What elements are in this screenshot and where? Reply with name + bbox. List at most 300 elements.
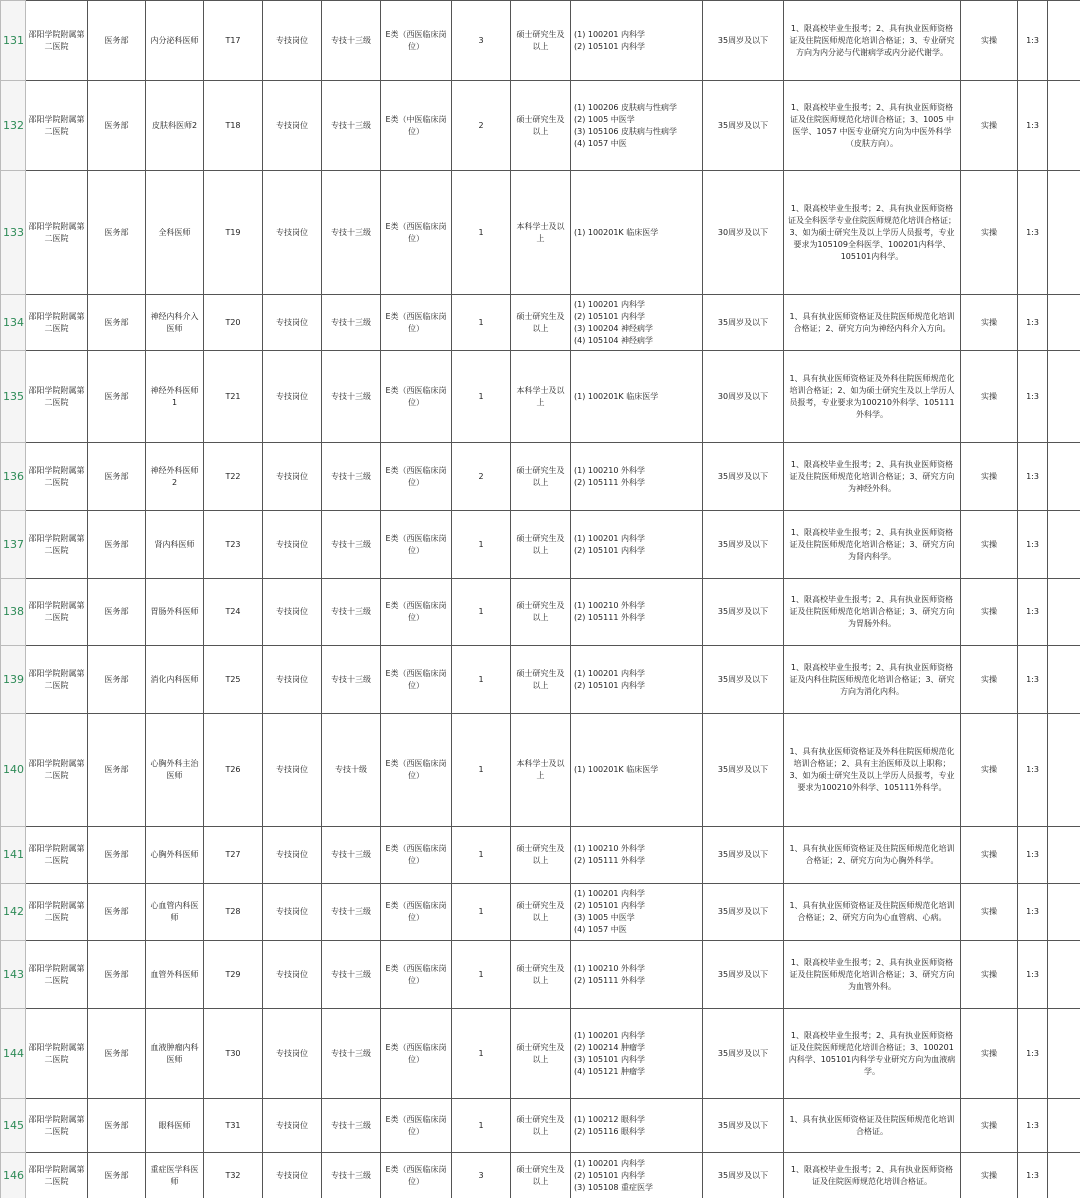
grade-cell[interactable]: 专技十三级 [322,351,381,443]
category-cell[interactable]: E类（西医临床岗位） [381,171,452,295]
dept-cell[interactable]: 医务部 [88,579,146,646]
dept-cell[interactable]: 医务部 [88,171,146,295]
empty-cell[interactable] [1048,171,1080,295]
major-line: (2) 100214 肿瘤学 [574,1042,645,1052]
category-cell[interactable]: E类（西医临床岗位） [381,295,452,351]
major-line: (1) 100212 眼科学 [574,1114,645,1124]
requirements-cell[interactable]: 1、限高校毕业生报考；2、具有执业医师资格证及住院医师规范化培训合格证；3、研究方向为肾内科学。 [784,511,961,579]
requirements-cell[interactable]: 1、具有执业医师资格证及住院医师规范化培训合格证。 [784,1099,961,1153]
edu-cell[interactable]: 本科学士及以上 [511,171,571,295]
code-cell[interactable]: T19 [204,171,263,295]
exam-cell[interactable]: 实操 [961,714,1018,827]
exam-cell[interactable]: 实操 [961,171,1018,295]
major-line: (2) 105101 内科学 [574,680,645,690]
count-cell[interactable]: 1 [452,171,511,295]
table-row [1,579,1080,646]
category-cell[interactable]: E类（西医临床岗位） [381,351,452,443]
dept-cell[interactable]: 医务部 [88,1153,146,1198]
table-row [1,941,1080,1009]
age-cell[interactable]: 35周岁及以下 [703,646,784,714]
row-number[interactable]: 144 [1,1009,26,1099]
edu-cell[interactable]: 硕士研究生及以上 [511,1,571,81]
post-cell[interactable]: 心血管内科医师 [146,884,204,941]
row-number[interactable]: 139 [1,646,26,714]
major-line: (1) 100210 外科学 [574,601,645,610]
requirements-cell[interactable]: 1、限高校毕业生报考；2、具有执业医师资格证及住院医师规范化培训合格证；3、1005 中医学、1057 中医专业研究方向为中医外科学（皮肤方向）。 [784,81,961,171]
requirements-cell[interactable]: 1、具有执业医师资格证及住院医师规范化培训合格证；2、研究方向为心血管病、心病。 [784,884,961,941]
category-cell[interactable]: E类（西医临床岗位） [381,884,452,941]
dept-cell[interactable]: 医务部 [88,827,146,884]
unit-cell[interactable]: 邵阳学院附属第二医院 [26,1009,88,1099]
code-cell[interactable]: T18 [204,81,263,171]
major-line: (1) 100210 外科学 [574,844,645,853]
major-line: (4) 105104 神经病学 [574,335,653,345]
major-line: (1) 100201 内科学 [574,299,645,309]
code-cell[interactable]: T21 [204,351,263,443]
edu-cell[interactable]: 硕士研究生及以上 [511,884,571,941]
ratio-cell[interactable]: 1:3 [1018,884,1048,941]
type-cell[interactable]: 专技岗位 [263,295,322,351]
exam-cell[interactable]: 实操 [961,1009,1018,1099]
grade-cell[interactable]: 专技十三级 [322,295,381,351]
exam-cell[interactable]: 实操 [961,511,1018,579]
majors-cell[interactable] [571,443,703,511]
post-cell[interactable]: 眼科医师 [146,1099,204,1153]
unit-cell[interactable]: 邵阳学院附属第二医院 [26,171,88,295]
type-cell[interactable]: 专技岗位 [263,941,322,1009]
post-cell[interactable]: 心胸外科主治医师 [146,714,204,827]
edu-cell[interactable]: 本科学士及以上 [511,351,571,443]
major-line: (1) 100201K 临床医学 [574,391,659,401]
category-cell[interactable]: E类（西医临床岗位） [381,714,452,827]
type-cell[interactable]: 专技岗位 [263,579,322,646]
grade-cell[interactable]: 专技十三级 [322,827,381,884]
requirements-cell[interactable]: 1、限高校毕业生报考；2、具有执业医师资格证及住院医师规范化培训合格证；3、专业研究方向为内分泌与代谢病学或内分泌代谢学。 [784,1,961,81]
count-cell[interactable]: 1 [452,941,511,1009]
empty-cell[interactable] [1048,443,1080,511]
major-line: (2) 105101 内科学 [574,545,645,555]
exam-cell[interactable]: 实操 [961,295,1018,351]
age-cell[interactable]: 35周岁及以下 [703,579,784,646]
edu-cell[interactable]: 本科学士及以上 [511,714,571,827]
post-cell[interactable]: 内分泌科医师 [146,1,204,81]
age-cell[interactable]: 35周岁及以下 [703,1009,784,1099]
majors-cell[interactable] [571,1153,703,1198]
type-cell[interactable]: 专技岗位 [263,81,322,171]
major-line: (3) 105101 内科学 [574,1054,645,1064]
unit-cell[interactable]: 邵阳学院附属第二医院 [26,511,88,579]
table-row [1,646,1080,714]
major-line: (4) 1057 中医 [574,138,627,148]
age-cell[interactable]: 30周岁及以下 [703,171,784,295]
major-line: (1) 100210 外科学 [574,963,645,973]
type-cell[interactable]: 专技岗位 [263,443,322,511]
post-cell[interactable]: 血液肿瘤内科医师 [146,1009,204,1099]
row-number[interactable]: 136 [1,443,26,511]
requirements-cell[interactable]: 1、具有执业医师资格证及外科住院医师规范化培训合格证；2、如为硕士研究生及以上学历人员报考，专业要求为100210外科学、105111外科学。 [784,351,961,443]
post-cell[interactable]: 血管外科医师 [146,941,204,1009]
age-cell[interactable]: 35周岁及以下 [703,884,784,941]
table-row [1,1009,1080,1099]
ratio-cell[interactable]: 1:3 [1018,579,1048,646]
grade-cell[interactable]: 专技十三级 [322,171,381,295]
dept-cell[interactable]: 医务部 [88,646,146,714]
type-cell[interactable]: 专技岗位 [263,1,322,81]
major-line: (1) 100201 内科学 [574,533,645,543]
requirements-cell[interactable]: 1、具有执业医师资格证及住院医师规范化培训合格证；2、研究方向为神经内科介入方向。 [784,295,961,351]
age-cell[interactable]: 35周岁及以下 [703,1,784,81]
ratio-cell[interactable]: 1:3 [1018,646,1048,714]
empty-cell[interactable] [1048,646,1080,714]
grade-cell[interactable]: 专技十三级 [322,1153,381,1198]
major-line: (1) 100201 内科学 [574,668,645,678]
row-number[interactable]: 132 [1,81,26,171]
grade-cell[interactable]: 专技十三级 [322,443,381,511]
post-cell[interactable]: 消化内科医师 [146,646,204,714]
major-line: (4) 1057 中医 [574,925,627,934]
post-cell[interactable]: 神经外科医师1 [146,351,204,443]
count-cell[interactable]: 1 [452,827,511,884]
major-line: (1) 100201 内科学 [574,29,645,39]
major-line: (3) 105108 重症医学 [574,1182,653,1192]
type-cell[interactable]: 专技岗位 [263,1153,322,1198]
empty-cell[interactable] [1048,1153,1080,1198]
major-line: (3) 105106 皮肤病与性病学 [574,126,677,136]
ratio-cell[interactable]: 1:3 [1018,1099,1048,1153]
major-line: (2) 105111 外科学 [574,613,645,622]
category-cell[interactable]: E类（中医临床岗位） [381,81,452,171]
ratio-cell[interactable]: 1:3 [1018,1153,1048,1198]
age-cell[interactable]: 35周岁及以下 [703,714,784,827]
category-cell[interactable]: E类（西医临床岗位） [381,1099,452,1153]
age-cell[interactable]: 35周岁及以下 [703,1153,784,1198]
major-line: (1) 100201K 临床医学 [574,765,659,774]
grade-cell[interactable]: 专技十三级 [322,646,381,714]
table-row [1,171,1080,295]
unit-cell[interactable]: 邵阳学院附属第二医院 [26,351,88,443]
majors-cell[interactable] [571,81,703,171]
category-cell[interactable]: E类（西医临床岗位） [381,941,452,1009]
unit-cell[interactable]: 邵阳学院附属第二医院 [26,1153,88,1198]
grade-cell[interactable]: 专技十三级 [322,1099,381,1153]
unit-cell[interactable]: 邵阳学院附属第二医院 [26,81,88,171]
row-number[interactable]: 134 [1,295,26,351]
grade-cell[interactable]: 专技十三级 [322,884,381,941]
requirements-cell[interactable]: 1、限高校毕业生报考；2、具有执业医师资格证及住院医师规范化培训合格证。 [784,1153,961,1198]
row-number[interactable]: 146 [1,1153,26,1198]
dept-cell[interactable]: 医务部 [88,1099,146,1153]
unit-cell[interactable]: 邵阳学院附属第二医院 [26,827,88,884]
empty-cell[interactable] [1048,81,1080,171]
majors-cell[interactable] [571,511,703,579]
requirements-cell[interactable]: 1、限高校毕业生报考；2、具有执业医师资格证及住院医师规范化培训合格证；3、研究方向为血管外科。 [784,941,961,1009]
dept-cell[interactable]: 医务部 [88,443,146,511]
grade-cell[interactable]: 专技十三级 [322,941,381,1009]
code-cell[interactable]: T17 [204,1,263,81]
post-cell[interactable]: 重症医学科医师 [146,1153,204,1198]
edu-cell[interactable]: 硕士研究生及以上 [511,1153,571,1198]
ratio-cell[interactable]: 1:3 [1018,295,1048,351]
type-cell[interactable]: 专技岗位 [263,1009,322,1099]
ratio-cell[interactable]: 1:3 [1018,1,1048,81]
type-cell[interactable]: 专技岗位 [263,351,322,443]
edu-cell[interactable]: 硕士研究生及以上 [511,295,571,351]
majors-cell[interactable] [571,941,703,1009]
age-cell[interactable]: 35周岁及以下 [703,1099,784,1153]
table-row [1,1,1080,81]
post-cell[interactable]: 神经外科医师2 [146,443,204,511]
major-line: (2) 105101 内科学 [574,901,645,910]
edu-cell[interactable]: 硕士研究生及以上 [511,941,571,1009]
type-cell[interactable]: 专技岗位 [263,511,322,579]
dept-cell[interactable]: 医务部 [88,295,146,351]
major-line: (2) 1005 中医学 [574,114,635,124]
count-cell[interactable]: 1 [452,351,511,443]
category-cell[interactable]: E类（西医临床岗位） [381,827,452,884]
code-cell[interactable]: T24 [204,579,263,646]
majors-cell[interactable] [571,714,703,827]
age-cell[interactable]: 35周岁及以下 [703,443,784,511]
grade-cell[interactable]: 专技十三级 [322,511,381,579]
exam-cell[interactable]: 实操 [961,579,1018,646]
unit-cell[interactable]: 邵阳学院附属第二医院 [26,579,88,646]
category-cell[interactable]: E类（西医临床岗位） [381,579,452,646]
code-cell[interactable]: T25 [204,646,263,714]
requirements-cell[interactable]: 1、具有执业医师资格证及住院医师规范化培训合格证；2、研究方向为心胸外科学。 [784,827,961,884]
code-cell[interactable]: T22 [204,443,263,511]
empty-cell[interactable] [1048,827,1080,884]
majors-cell[interactable] [571,1099,703,1153]
major-line: (1) 100201 内科学 [574,889,645,898]
major-line: (2) 105101 内科学 [574,41,645,51]
ratio-cell[interactable]: 1:3 [1018,827,1048,884]
row-number[interactable]: 131 [1,1,26,81]
major-line: (3) 1005 中医学 [574,913,635,922]
row-number[interactable]: 138 [1,579,26,646]
count-cell[interactable]: 3 [452,1153,511,1198]
edu-cell[interactable]: 硕士研究生及以上 [511,579,571,646]
exam-cell[interactable]: 实操 [961,827,1018,884]
unit-cell[interactable]: 邵阳学院附属第二医院 [26,1,88,81]
row-number[interactable]: 137 [1,511,26,579]
row-number[interactable]: 142 [1,884,26,941]
age-cell[interactable]: 35周岁及以下 [703,941,784,1009]
exam-cell[interactable]: 实操 [961,1153,1018,1198]
type-cell[interactable]: 专技岗位 [263,884,322,941]
edu-cell[interactable]: 硕士研究生及以上 [511,827,571,884]
count-cell[interactable]: 1 [452,884,511,941]
ratio-cell[interactable]: 1:3 [1018,81,1048,171]
empty-cell[interactable] [1048,1099,1080,1153]
age-cell[interactable]: 35周岁及以下 [703,295,784,351]
row-number[interactable]: 141 [1,827,26,884]
requirements-cell[interactable]: 1、具有执业医师资格证及外科住院医师规范化培训合格证；2、具有主治医师及以上职称；3、如为硕士研究生及以上学历人员报考，专业要求为100210外科学、105111外科学。 [784,714,961,827]
exam-cell[interactable]: 实操 [961,1,1018,81]
empty-cell[interactable] [1048,511,1080,579]
major-line: (3) 100204 神经病学 [574,323,653,333]
empty-cell[interactable] [1048,884,1080,941]
exam-cell[interactable]: 实操 [961,81,1018,171]
majors-cell[interactable] [571,295,703,351]
major-line: (1) 100201K 临床医学 [574,227,659,237]
count-cell[interactable]: 1 [452,646,511,714]
exam-cell[interactable]: 实操 [961,941,1018,1009]
empty-cell[interactable] [1048,714,1080,827]
table-row [1,827,1080,884]
category-cell[interactable]: E类（西医临床岗位） [381,1,452,81]
unit-cell[interactable]: 邵阳学院附属第二医院 [26,1099,88,1153]
code-cell[interactable]: T32 [204,1153,263,1198]
ratio-cell[interactable]: 1:3 [1018,171,1048,295]
row-number[interactable]: 140 [1,714,26,827]
majors-cell[interactable] [571,1,703,81]
dept-cell[interactable]: 医务部 [88,884,146,941]
majors-cell[interactable] [571,884,703,941]
exam-cell[interactable]: 实操 [961,646,1018,714]
age-cell[interactable]: 35周岁及以下 [703,827,784,884]
type-cell[interactable]: 专技岗位 [263,714,322,827]
count-cell[interactable]: 1 [452,1009,511,1099]
category-cell[interactable]: E类（西医临床岗位） [381,443,452,511]
dept-cell[interactable]: 医务部 [88,714,146,827]
count-cell[interactable]: 3 [452,1,511,81]
empty-cell[interactable] [1048,1009,1080,1099]
row-number[interactable]: 145 [1,1099,26,1153]
requirements-cell[interactable]: 1、限高校毕业生报考；2、具有执业医师资格证及内科住院医师规范化培训合格证；3、研究方向为消化内科。 [784,646,961,714]
ratio-cell[interactable]: 1:3 [1018,714,1048,827]
exam-cell[interactable]: 实操 [961,351,1018,443]
post-cell[interactable]: 肾内科医师 [146,511,204,579]
category-cell[interactable]: E类（西医临床岗位） [381,1153,452,1198]
unit-cell[interactable]: 邵阳学院附属第二医院 [26,646,88,714]
type-cell[interactable]: 专技岗位 [263,646,322,714]
empty-cell[interactable] [1048,295,1080,351]
dept-cell[interactable]: 医务部 [88,351,146,443]
dept-cell[interactable]: 医务部 [88,1009,146,1099]
unit-cell[interactable]: 邵阳学院附属第二医院 [26,884,88,941]
requirements-cell[interactable]: 1、限高校毕业生报考；2、具有执业医师资格证及住院医师规范化培训合格证；3、100201内科学、105101内科学专业研究方向为血液病学。 [784,1009,961,1099]
category-cell[interactable]: E类（西医临床岗位） [381,1009,452,1099]
exam-cell[interactable]: 实操 [961,1099,1018,1153]
major-line: (1) 100201 内科学 [574,1158,645,1168]
code-cell[interactable]: T27 [204,827,263,884]
major-line: (1) 100201 内科学 [574,1030,645,1040]
age-cell[interactable]: 35周岁及以下 [703,81,784,171]
code-cell[interactable]: T31 [204,1099,263,1153]
table-row [1,884,1080,941]
requirements-cell[interactable]: 1、限高校毕业生报考；2、具有执业医师资格证及住院医师规范化培训合格证；3、研究方向为神经外科。 [784,443,961,511]
count-cell[interactable]: 1 [452,1099,511,1153]
dept-cell[interactable]: 医务部 [88,1,146,81]
dept-cell[interactable]: 医务部 [88,941,146,1009]
edu-cell[interactable]: 硕士研究生及以上 [511,646,571,714]
ratio-cell[interactable]: 1:3 [1018,511,1048,579]
grade-cell[interactable]: 专技十级 [322,714,381,827]
table-row [1,81,1080,171]
code-cell[interactable]: T29 [204,941,263,1009]
count-cell[interactable]: 1 [452,714,511,827]
code-cell[interactable]: T20 [204,295,263,351]
ratio-cell[interactable]: 1:3 [1018,351,1048,443]
count-cell[interactable]: 1 [452,295,511,351]
ratio-cell[interactable]: 1:3 [1018,1009,1048,1099]
post-cell[interactable]: 全科医师 [146,171,204,295]
category-cell[interactable]: E类（西医临床岗位） [381,646,452,714]
majors-cell[interactable] [571,1009,703,1099]
count-cell[interactable]: 2 [452,81,511,171]
age-cell[interactable]: 35周岁及以下 [703,511,784,579]
majors-cell[interactable] [571,579,703,646]
major-line: (2) 105111 外科学 [574,856,645,865]
exam-cell[interactable]: 实操 [961,443,1018,511]
code-cell[interactable]: T28 [204,884,263,941]
major-line: (2) 105101 内科学 [574,311,645,321]
row-number[interactable]: 143 [1,941,26,1009]
empty-cell[interactable] [1048,351,1080,443]
grade-cell[interactable]: 专技十三级 [322,1,381,81]
requirements-cell[interactable]: 1、限高校毕业生报考；2、具有执业医师资格证及全科医学专业住院医师规范化培训合格证；3、如为硕士研究生及以上学历人员报考，专业要求为105109全科医学、100201内科学、105101内科学。 [784,171,961,295]
row-number[interactable]: 135 [1,351,26,443]
count-cell[interactable]: 1 [452,579,511,646]
code-cell[interactable]: T30 [204,1009,263,1099]
edu-cell[interactable]: 硕士研究生及以上 [511,81,571,171]
major-line: (4) 105121 肿瘤学 [574,1066,645,1076]
empty-cell[interactable] [1048,1,1080,81]
count-cell[interactable]: 1 [452,511,511,579]
table-row [1,1153,1080,1198]
count-cell[interactable]: 2 [452,443,511,511]
ratio-cell[interactable]: 1:3 [1018,941,1048,1009]
edu-cell[interactable]: 硕士研究生及以上 [511,511,571,579]
exam-cell[interactable]: 实操 [961,884,1018,941]
edu-cell[interactable]: 硕士研究生及以上 [511,1099,571,1153]
requirements-cell[interactable]: 1、限高校毕业生报考；2、具有执业医师资格证及住院医师规范化培训合格证；3、研究方向为胃肠外科。 [784,579,961,646]
post-cell[interactable]: 神经内科介入医师 [146,295,204,351]
code-cell[interactable]: T23 [204,511,263,579]
unit-cell[interactable]: 邵阳学院附属第二医院 [26,295,88,351]
code-cell[interactable]: T26 [204,714,263,827]
unit-cell[interactable]: 邵阳学院附属第二医院 [26,714,88,827]
majors-cell[interactable] [571,827,703,884]
unit-cell[interactable]: 邵阳学院附属第二医院 [26,443,88,511]
edu-cell[interactable]: 硕士研究生及以上 [511,443,571,511]
edu-cell[interactable]: 硕士研究生及以上 [511,1009,571,1099]
grade-cell[interactable]: 专技十三级 [322,81,381,171]
post-cell[interactable]: 胃肠外科医师 [146,579,204,646]
major-line: (1) 100206 皮肤病与性病学 [574,102,677,112]
grade-cell[interactable]: 专技十三级 [322,1009,381,1099]
table-row [1,1099,1080,1153]
majors-cell[interactable] [571,351,703,443]
dept-cell[interactable]: 医务部 [88,511,146,579]
type-cell[interactable]: 专技岗位 [263,827,322,884]
post-cell[interactable]: 皮肤科医师2 [146,81,204,171]
row-number[interactable]: 133 [1,171,26,295]
type-cell[interactable]: 专技岗位 [263,171,322,295]
empty-cell[interactable] [1048,579,1080,646]
age-cell[interactable]: 30周岁及以下 [703,351,784,443]
dept-cell[interactable]: 医务部 [88,81,146,171]
unit-cell[interactable]: 邵阳学院附属第二医院 [26,941,88,1009]
post-cell[interactable]: 心胸外科医师 [146,827,204,884]
majors-cell[interactable] [571,646,703,714]
ratio-cell[interactable]: 1:3 [1018,443,1048,511]
majors-cell[interactable] [571,171,703,295]
grade-cell[interactable]: 专技十三级 [322,579,381,646]
empty-cell[interactable] [1048,941,1080,1009]
type-cell[interactable]: 专技岗位 [263,1099,322,1153]
category-cell[interactable]: E类（西医临床岗位） [381,511,452,579]
